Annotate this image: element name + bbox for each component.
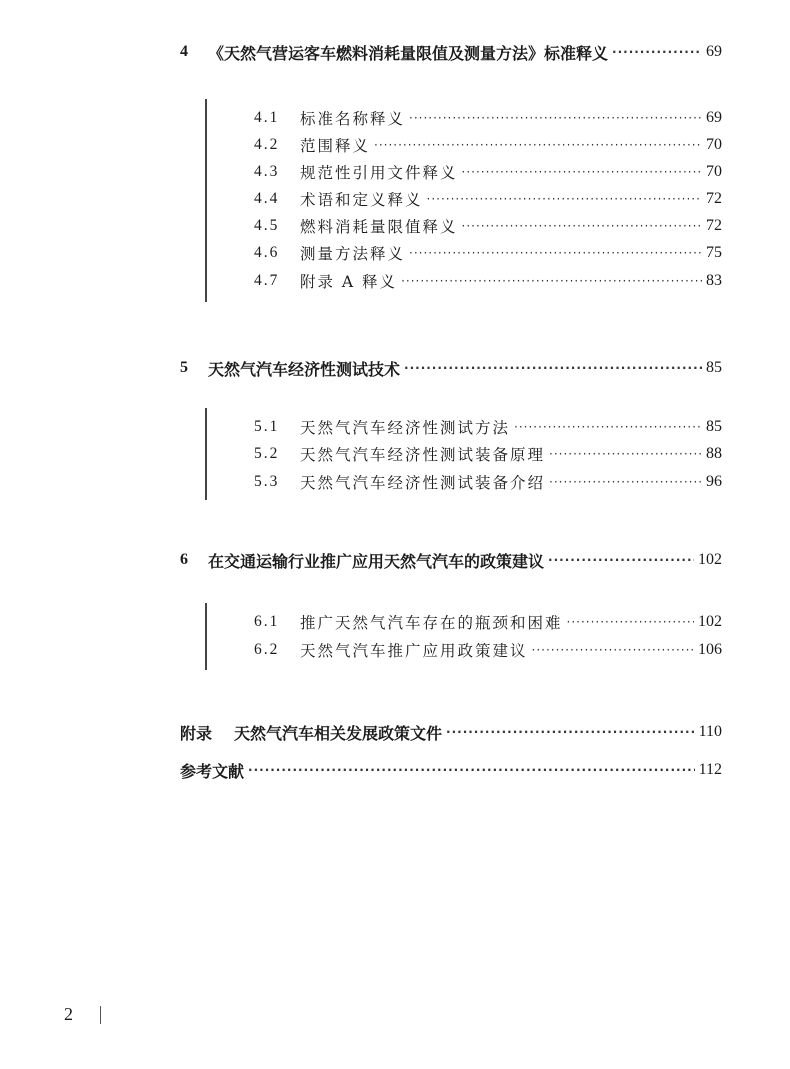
page-number: 75: [706, 244, 722, 261]
page-number: 102: [698, 613, 722, 630]
section-title: 天然气汽车经济性测试装备原理: [300, 446, 546, 464]
page-number: 106: [698, 641, 722, 658]
page-number: 83: [706, 272, 722, 289]
toc-section[interactable]: [254, 214, 722, 238]
section-number: 4.6: [254, 244, 280, 261]
chapter-title: 天然气汽车经济性测试技术: [208, 359, 401, 379]
page-folio: 2: [64, 1004, 73, 1024]
references-title: 参考文献: [180, 761, 245, 781]
dot-leader: [514, 420, 702, 434]
toc-section[interactable]: [254, 160, 722, 184]
folio-divider: [100, 1006, 101, 1024]
section-title: 天然气汽车经济性测试装备介绍: [300, 474, 546, 492]
page-number: 88: [706, 445, 722, 462]
section-title: 规范性引用文件释义: [300, 164, 458, 182]
section-number: 4.5: [254, 217, 280, 234]
page-number: 72: [706, 217, 722, 234]
section-number: 6.2: [254, 641, 280, 658]
page-number: 102: [698, 551, 722, 568]
dot-leader: [374, 138, 702, 152]
chapter-title: 《天然气营运客车燃料消耗量限值及测量方法》标准释义: [208, 43, 609, 63]
page-number: 69: [706, 43, 722, 60]
dot-leader: [612, 45, 702, 59]
page-number: 69: [706, 109, 722, 126]
section-number: 4.3: [254, 163, 280, 180]
dot-leader: [409, 246, 702, 260]
dot-leader: [462, 165, 702, 179]
section-title: 燃料消耗量限值释义: [300, 218, 458, 236]
toc-section[interactable]: [254, 442, 722, 466]
chapter-number: 4: [180, 43, 188, 60]
section-group-bar: [205, 408, 207, 500]
section-number: 4.1: [254, 109, 280, 126]
chapter-number: 5: [180, 359, 188, 376]
section-number: 4.7: [254, 272, 280, 289]
dot-leader: [548, 553, 694, 567]
dot-leader: [462, 219, 702, 233]
dot-leader: [401, 274, 702, 288]
chapter-title: 在交通运输行业推广应用天然气汽车的政策建议: [208, 551, 545, 571]
section-number: 5.3: [254, 473, 280, 490]
toc-section[interactable]: [254, 269, 722, 293]
section-title: 测量方法释义: [300, 245, 406, 263]
dot-leader: [549, 475, 702, 489]
page-number: 85: [706, 359, 722, 376]
section-title: 天然气汽车经济性测试方法: [300, 419, 511, 437]
page-number: 72: [706, 190, 722, 207]
appendix-title: 天然气汽车相关发展政策文件: [234, 723, 443, 743]
section-group-bar: [205, 99, 207, 302]
dot-leader: [427, 192, 702, 206]
toc-chapter-6[interactable]: [180, 548, 722, 572]
chapter-number: 6: [180, 551, 188, 568]
dot-leader: [567, 615, 694, 629]
toc-section[interactable]: [254, 610, 722, 634]
dot-leader: [404, 361, 702, 375]
section-group-bar: [205, 603, 207, 670]
dot-leader: [248, 763, 695, 777]
section-number: 5.1: [254, 418, 280, 435]
toc-chapter-4[interactable]: [180, 40, 722, 64]
dot-leader: [549, 447, 702, 461]
section-title: 标准名称释义: [300, 110, 406, 128]
toc-section[interactable]: [254, 415, 722, 439]
dot-leader: [532, 643, 694, 657]
dot-leader: [446, 725, 695, 739]
toc-appendix[interactable]: [180, 720, 722, 744]
section-number: 4.4: [254, 190, 280, 207]
appendix-label: 附录: [180, 725, 213, 743]
page-number: 70: [706, 136, 722, 153]
section-number: 5.2: [254, 445, 280, 462]
toc-section[interactable]: [254, 638, 722, 662]
page-number: 96: [706, 473, 722, 490]
section-title: 术语和定义释义: [300, 191, 423, 209]
section-title: 推广天然气汽车存在的瓶颈和困难: [300, 614, 563, 632]
section-number: 6.1: [254, 613, 280, 630]
toc-references[interactable]: [180, 758, 722, 782]
section-number: 4.2: [254, 136, 280, 153]
toc-chapter-5[interactable]: [180, 356, 722, 380]
page-number: 85: [706, 418, 722, 435]
toc-section[interactable]: [254, 187, 722, 211]
section-title: 范围释义: [300, 137, 371, 155]
page-number: 112: [698, 761, 722, 778]
dot-leader: [409, 111, 702, 125]
section-title: 附录 A 释义: [300, 273, 398, 291]
page-number: 70: [706, 163, 722, 180]
page-number: 110: [698, 723, 722, 740]
toc-section[interactable]: [254, 241, 722, 265]
toc-section[interactable]: [254, 133, 722, 157]
toc-section[interactable]: [254, 106, 722, 130]
toc-section[interactable]: [254, 470, 722, 494]
section-title: 天然气汽车推广应用政策建议: [300, 642, 528, 660]
